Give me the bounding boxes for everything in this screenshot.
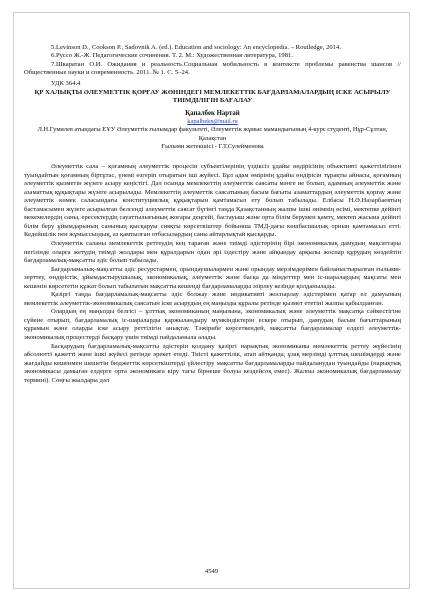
body-paragraph: Олардың ең маңызды белгісі – ұлттық экономиканың маңызына, экономикалық және әлеуметтік мақсатқа сәйкестігіне сүйене отырып, бағдарламалық іс-шараларды қаржыландыру мүмкіндіктерін ескере отырып, дамудың басым бағыттарының құрамын және оларды іске асыру реттілігін анықтау. Тәжірибе көрсеткендей, мақсатты бағдарламалар елдегі әлеуметтік-экономикалық процестерді басқару үшін тиімді пайдаланыла алады. [24, 308, 401, 341]
article-body [24, 163, 401, 385]
reference-list [24, 44, 401, 78]
udc-code: УДК 364.4 [51, 79, 81, 87]
body-paragraph: Қазіргі таңда бағдарламалық-мақсатты әдіс болжау және индикативті жоспарлау әдістерімен қатар ел дамуының мемлекеттік әлеуметтік-экономикалық саясатын іске асырудың ең маңызды құралы ретінде қызмет ететіні жалпы қабылданған. [24, 291, 401, 307]
author-name: Қапалбек Нартай [185, 109, 240, 117]
document-page [13, 12, 410, 589]
article-title: ҚР ХАЛЫҚТЫ ӘЛЕУМЕТТІК ҚОРҒАУ ЖӨНІНДЕГІ МЕМЛЕКЕТТІК БАҒДАРЛАМАЛАРДЫҢ ІСКЕ АСЫРЫЛУ ТИІМДІЛІГІН БАҒАЛАУ [34, 89, 391, 105]
reference-item: 5.Levinson D., Cookson P., Sadovnik A. (ed.). Education and sociology: An encyclopedia. – Routledge, 2014. [51, 44, 341, 51]
page-number: 4549 [204, 568, 219, 575]
reference-item: 7.Шкаратан О.И. Ожидания и реальность.Социальная мобильность в контексте проблемы равенства шансов // Общественные науки и современность. 2011. № 1. С. 5–24. [24, 60, 401, 77]
author-email-link[interactable]: kapalbekn@mail.ru [187, 118, 238, 126]
page-content [24, 44, 401, 385]
body-paragraph: Бағдарламалық-мақсатты әдіс ресурстармен, орындаушылармен және орындау мерзімдерімен байланыстырылған ғылыми-зерттеу, өндірістік, ұйымдастырушылық, экономикалық, әлеуметтік және басқа да міндеттер мен іс-шаралардың мақсаты мен кешенін көрсететін құжат болып табылатын мақсатты кешенді бағдарламаларды әзірлеу кезінде қолданылады. [24, 265, 401, 290]
reference-item: 6.Руссо Ж.-Ж. Педагогические сочинения. Т. 2. М.: Художественная литература, 1981. [51, 52, 293, 60]
body-paragraph: Әлеуметтік саланы мемлекеттік реттеудің кең тараған және тиімді әдістерінің бірі экономикалық дамудың мақсаттары негізінде оларға жетудің тиімді жолдары мен құралдарын одан әрі іздестіру және айқындау арқылы жоспар құрудың көздейтін бағдарламалық-мақсатты әдіс болып табылады. [24, 239, 401, 265]
body-paragraph: Әлеуметтік сала – қоғамның әлеуметтік процесін субъектілерінің үздіксіз ұдайы өндірісінің объективті қажеттілігінен туындайтын қоғамның біртұтас, үнемі өзгеріп отыратын іші жүйесі. Бұл адам өмірінің ұдайы өндірісін тұрақты айнасы, қоғамның әлеуметтік қызметін жүзеге асыру кеңістігі. Дәл осында мемлекеттің әлеуметтік саясаты мәнге ие болып, адамның әлеуметтік және азаматтық құқықтары жүзеге асырылады. Мемлекеттің әлеуметтік саясатының басым бағыты азаматтардың әлеуметтік қорғау және әлеуметтік көмек саласындағы конституциялық құқықтарын қамтамасыз ету болып табылады. Елбасы Н.Ә.Назарбаевтың бастамасымен жүзеге асырылған белсенді әлеуметтік саясат бүгінгі таңда Қазақстанның жалпы ішкі өнімнің өсімі, мектепке дейінгі мекемелердің саны, ересектердің сауаттылығының жоғары деңгейі, бастауыш және орта білім берумен қамту, мектеп жасына дейінгі білім беру ұйымдарының санының қысқаруы сияқты көрсеткіштер бойынша ТМД-дағы көшбасшылық орнын қамтамасыз етті. Кедейшілік пен жұмыссыздық, аз қамтылған отбасылардың саны айтарлықтай қысқарды. [24, 163, 401, 239]
scientific-supervisor: Ғылыми жетекшісі - Г.Т.Сулейменова [161, 142, 264, 150]
author-affiliation: Л.Н.Гумилев атындағы ЕҰУ Әлеуметтік ғылымдар факультеті, Әлеуметтік жұмыс мамандығының 4-курс студенті, Нұр-Сұлтан, Қазақстан [37, 126, 388, 142]
body-paragraph: Басқарудың бағдарламалық-мақсатты әдістерін қолдану қазіргі нарықтық экономиканы мемлекеттік реттеу жүйесінің абсолютті қажетті және ішкі жүйесі ретінде әрекет етеді. Тиісті қажеттілік, атап айтқанда, ұзақ мерзімді ұлттық шешімдерді және жағдайды кешенмен шешетін бюджеттік көрсеткіштерді үйлестіру мақсатты бағдарламаларды пайдаланудан туындайды (нарықтық экономикасы дамыған елдерге орта экономикаға кіру тағы бірнеше болуы кездейсоқ емес). Жалпы экономикалық бағдарламалау термині). Соңғы жылдары дәл [24, 342, 401, 384]
